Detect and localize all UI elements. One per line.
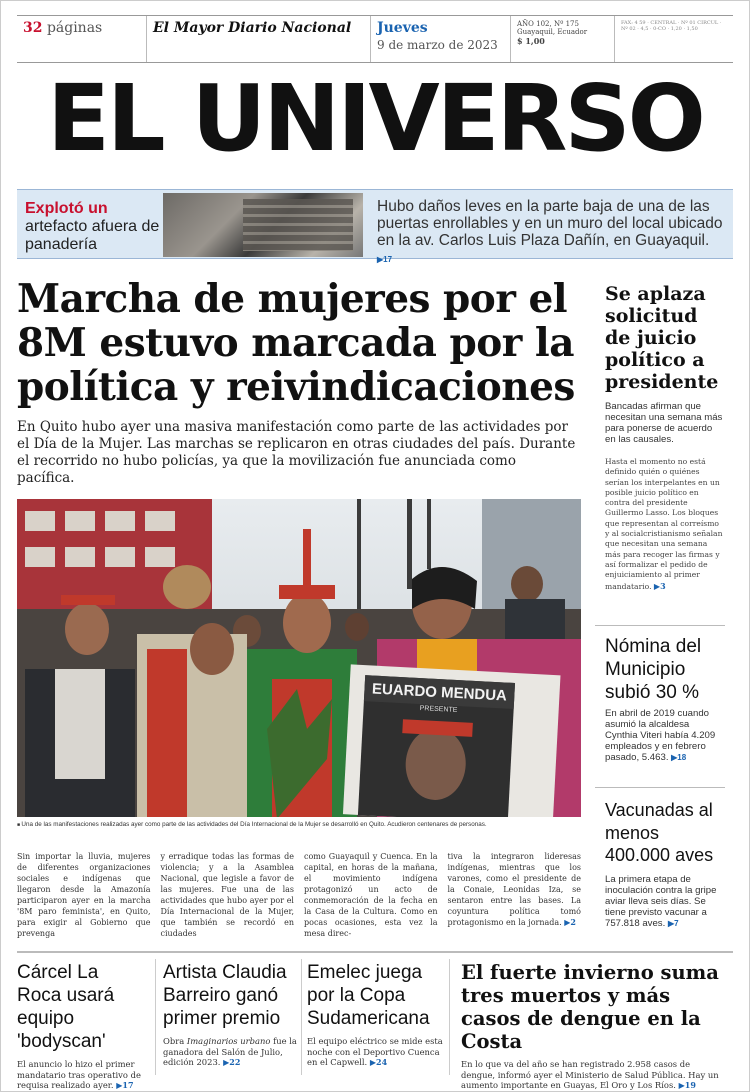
page-ref: ▶24 [369,1057,388,1067]
sidebar-headline-2[interactable]: Nómina del Municipio subió 30 % [605,636,702,703]
newspaper-logo: EL UNIVERSO [47,65,703,172]
page-ref: ▶2 [564,917,576,927]
sidebar-divider [595,787,725,788]
page-ref: ▶3 [653,580,666,591]
march-photo-illustration [17,499,581,817]
body-column-4-text: tiva la integraron lideresas indígenas, mientras que los varones, como el presidente de la Conaie, Leonidas Iza, se sentaron entre las bases. La coyuntura política tomó protagonismo en la jornada. [447,852,581,927]
edition-number: AÑO 102, Nº 175 [517,20,579,28]
date: 9 de marzo de 2023 [377,38,498,52]
bottom-rule [17,951,733,953]
sidebar-headline-3[interactable]: Vacunadas al menos 400.000 aves [605,800,714,865]
sidebar-body-1-text: Hasta el momento no está definido quién o quiénes serían los interpelantes en un posible juicio político en contra del presidente Guillermo Lasso. Los bloques que representan al correísmo y al socialcristianismo señalan que necesitan una semana más para recoger las firmas y así formalizar el pedido de enjuiciamiento al primer mandatario. [605,457,723,591]
bottom-text [163,1036,297,1068]
body-column-3: como Guayaquil y Cuenca. En la capital, en horas de la mañana, el movimiento indígena protagonizó un acto de conmemoración de la fecha en la Casa de la Cultura. Como en pocas ocasiones, esta vez la mesa direc- [304,852,438,938]
masthead-strip [17,15,733,63]
body-column-1: Sin importar la lluvia, mujeres de diferentes organizaciones sociales e indígenas que llegaron desde la Amazonía participaron ayer en la marcha '8M paro feminista', en Quito, para exigir al Gobierno que prevenga [17,852,151,938]
body-column-4 [448,851,582,939]
bottom-headline: El fuerte invierno suma tres muertos y más casos de dengue en la Costa [461,961,719,1053]
contact-info: FAX: 4 59 · CENTRAL · Nº 01 CIRCUL · Nº 02 · 4,5 · 0-CO · 1,20 · 1,50 [621,20,722,33]
main-body-columns [17,851,581,939]
bottom-headline: Cárcel La Roca usará equipo 'bodyscan' [17,962,115,1052]
bottom-divider [155,959,156,1075]
bottom-text [307,1036,443,1068]
page-ref: ▶17 [377,255,393,264]
bottom-text-italic: Imaginarios urbano [186,1036,271,1046]
issue-date [371,16,511,62]
bottom-divider [449,959,450,1075]
teaser-body: Hubo daños leves en la parte baja de una de las puertas enrollables y en un muro del local ubicado en la av. Carlos Luis Plaza Dañín, en Guayaquil. [377,198,723,249]
edition-city: Guayaquil, Ecuador [517,28,588,37]
bottom-text [17,1059,147,1091]
weekday: Jueves [377,20,428,36]
bottom-text-body: En lo que va del año se han registrado 2.958 casos de dengue, informó ayer el Ministerio de Salud Pública. Hay un aumento importante en Guayas, El Oro y Los Ríos. [461,1059,719,1090]
sign-name: EUARDO MENDUA [371,680,508,705]
sidebar-body-1 [605,457,723,592]
bottom-story-4[interactable] [461,961,725,1091]
page-ref: ▶17 [116,1080,134,1090]
page-ref: ▶19 [678,1080,696,1090]
main-lede: En Quito hubo ayer una masiva manifestación como parte de las actividades por el Día de la Mujer. Las marchas se replicaron en otras ciudades del país. Durante el recorrido no hubo policías, ya que la movilización fue anunciada como pacífica. [17,419,576,486]
bottom-story-3[interactable] [307,961,443,1068]
page-count-number: 32 [23,20,43,36]
body-column-2: y erradique todas las formas de violencia; y a la Asamblea Nacional, que legisle a favor de las mujeres. Fue una de las actividades que hubo ayer por el Día Internacional de la Mujer, que también se recordó en ciudades [160,852,294,938]
teaser-kicker-red: Explotó un [25,200,108,217]
page-ref: ▶22 [223,1057,241,1067]
page-ref: ▶18 [671,753,687,762]
bottom-story-2[interactable] [163,961,297,1068]
sidebar-headline-1[interactable]: Se aplaza solicitud de juicio político a presidente [605,283,719,393]
bottom-headline: Emelec juega por la Copa Sudamericana [307,962,430,1029]
teaser-kicker-text: artefacto afuera de panadería [25,218,160,253]
page-ref: ▶7 [667,919,679,928]
teaser-photo [163,193,363,257]
edition-info [511,16,615,62]
main-photo [17,499,581,817]
sidebar-dek-3-text: La primera etapa de inoculación contra la gripe aviar lleva seis días. Se tiene previsto vacunar a 757.818 aves. [605,874,717,929]
slogan: El Mayor Diario Nacional [147,16,371,62]
sidebar-dek-3 [605,874,725,929]
teaser-kicker [25,200,165,254]
main-headline[interactable]: Marcha de mujeres por el 8M estuvo marcada por la política y reivindicaciones [17,276,575,410]
photo-caption: ■ Una de las manifestaciones realizadas ayer como parte de las actividades del Día Internacional de la Mujer se desarrolló en Quito. Acudieron centenares de personas. [17,821,581,828]
teaser-text [377,198,723,268]
bottom-text-body: El anuncio lo hizo el primer mandatario tras operativo de requisa realizado ayer. [17,1059,141,1090]
sidebar-dek-1: Bancadas afirman que necesitan una semana más para ponerse de acuerdo en las causales. [605,401,723,445]
bottom-text-pre: Obra [163,1036,187,1046]
teaser-band[interactable] [17,189,733,264]
bottom-text [461,1059,725,1091]
bottom-text-body: El equipo eléctrico se mide esta noche con el Deportivo Cuenca en el Capwell. [307,1036,443,1067]
sidebar-dek-2 [605,708,723,763]
price: $ 1,00 [517,35,545,46]
bottom-story-1[interactable] [17,961,147,1091]
sidebar-dek-2-text: En abril de 2019 cuando asumió la alcaldesa Cynthia Viteri había 4.209 empleados y en febrero pasado, 5.463. [605,708,716,763]
bottom-divider [301,959,302,1075]
sign-sub: PRESENTE [419,705,458,715]
page-count [17,16,147,62]
bottom-text-body: fue la ganadora del Salón de Julio, edición 2023. [163,1036,297,1067]
bottom-headline: Artista Claudia Barreiro ganó primer premio [163,962,287,1029]
page-count-label: páginas [46,20,103,36]
sidebar-divider [595,625,725,626]
